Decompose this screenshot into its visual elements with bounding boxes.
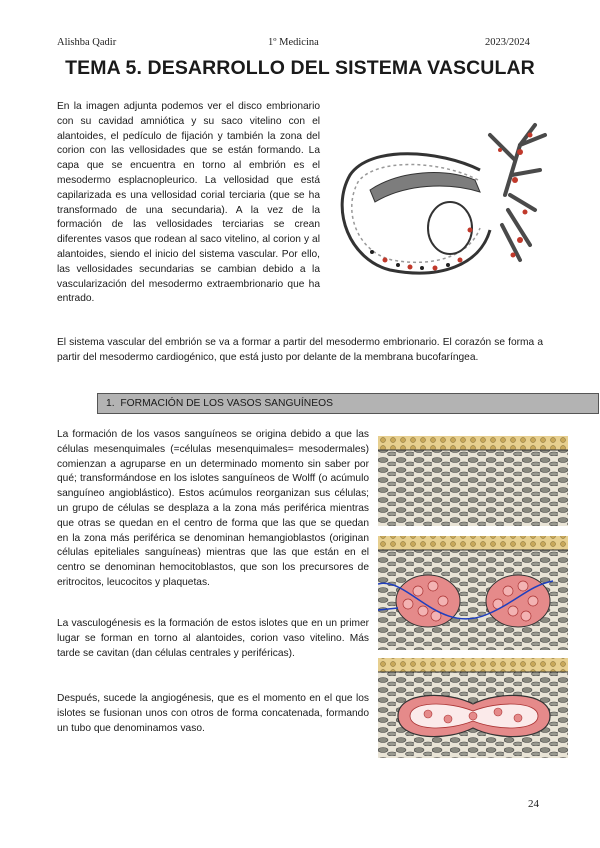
- page-number: 24: [528, 798, 539, 810]
- stage-blood-islands: [378, 536, 568, 650]
- stage-vessel-tube: [378, 658, 568, 758]
- section-title: FORMACIÓN DE LOS VASOS SANGUÍNEOS: [120, 398, 333, 409]
- angiogenesis-paragraph: Después, sucede la angiogénesis, que es el momento en el que los islotes se fusionan unos con otros de forma concatenada, formando un tubo que denominamos vaso.: [57, 693, 369, 734]
- mesoderm-paragraph: El sistema vascular del embrión se va a formar a partir del mesodermo embrionario. El corazón se forma a partir del mesodermo cardiogénico, que está justo por delante de la membrana bucofaríngea.: [57, 337, 543, 363]
- page-title: TEMA 5. DESARROLLO DEL SISTEMA VASCULAR: [65, 57, 535, 79]
- section-number: 1.: [106, 398, 115, 409]
- yolk-sac: [428, 202, 472, 254]
- embryo-diagram: [330, 100, 555, 285]
- header-year: 2023/2024: [485, 37, 530, 48]
- header-course: 1º Medicina: [268, 37, 319, 48]
- stage-mesenchyme: [378, 436, 568, 526]
- vasculogenesis-paragraph: La vasculogénesis es la formación de estos islotes que en un primer lugar se forman en torno al alantoides, corion vaso vitelino. Más tarde se cavitan (dan células centrales y periféricas).: [57, 618, 369, 659]
- blood-vessel-formation-paragraph: La formación de los vasos sanguíneos se origina debido a que las células mesenquimales (=células mesenquimales= mesodermales) comienzan a agruparse en un determinado momento sin saber por qué; transformándose en los islotes sanguíneos de Wolff (o acúmulo sanguíneo angioblástico). Estos acúmulos reorganizan sus células; un grupo de células se desplaza a la zona más periférica mientras que otras se quedan en el centro de forma que las que se quedan en la zona más periférica se denominan hemangioblastos (originan células epiteliales sanguíneas) mientras que las que están en el centro se denominan hemocitoblastos, que son los precursores de eritrocitos, leucocitos y plaquetas.: [57, 429, 369, 588]
- header-author: Alishba Qadir: [57, 37, 117, 48]
- embryonic-disc: [370, 173, 480, 202]
- section-heading: [97, 393, 599, 414]
- vasculogenesis-diagram: [378, 436, 568, 758]
- intro-paragraph: En la imagen adjunta podemos ver el disco embrionario con su cavidad amniótica y su saco vitelino con el alantoides, el pedículo de fijación y también la zona del corion con las vellosidades que se están formando. La capa que se encuentra en torno al embrión es el mesodermo esplacnopleurico. La vellosidad que está capilarizada es una vellosidad corial terciaria (que se ha transformado de una secundaria). A la vez de la formación de las vellosidades terciarias se crean diferentes vasos que rodean al saco vitelino, al corion y al alantoides, siendo el inicio del sistema vascular. Por ello, las vellosidades secundarias se cambian debido a la vascularización del mesodermo extraembrionario que ha entrado.: [57, 101, 320, 305]
